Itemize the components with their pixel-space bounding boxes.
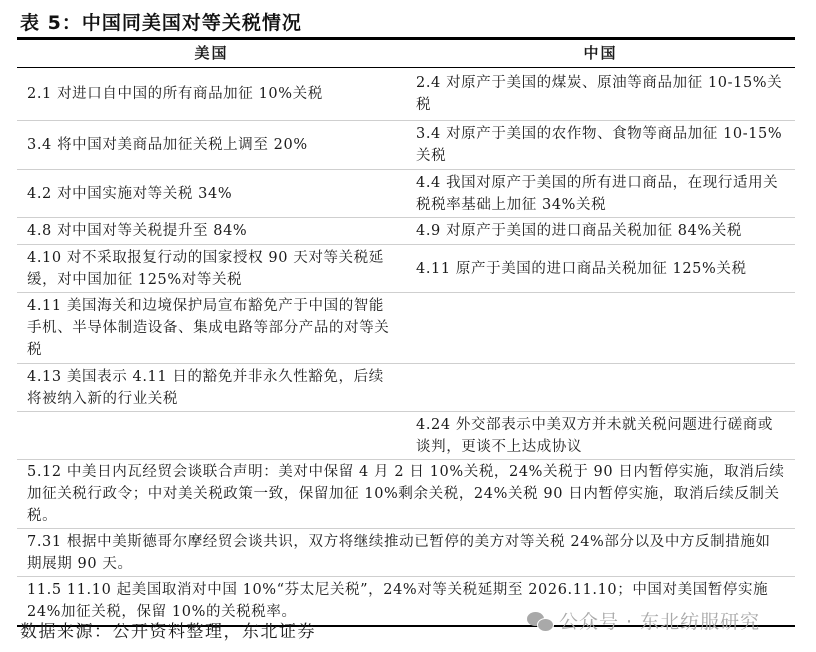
cell-us: 4.11 美国海关和边境保护局宣布豁免产于中国的智能手机、半导体制造设备、集成电路等部分产品的对等关税	[27, 298, 390, 358]
table-row	[17, 218, 795, 245]
cell-us: 4.13 美国表示 4.11 日的豁免并非永久性豁免，后续将被纳入新的行业关税	[27, 368, 384, 407]
cell-cn: 2.4 对原产于美国的煤炭、原油等商品加征 10-15%关税	[416, 75, 783, 113]
table-row-merged	[17, 529, 795, 577]
table-title: 表 5：中国同美国对等关税情况	[20, 12, 302, 34]
data-source: 数据来源：公开资料整理，东北证券	[20, 622, 316, 642]
table-row	[17, 412, 795, 460]
cell-us: 4.10 对不采取报复行动的国家授权 90 天对等关税延缓，对中国加征 125%对等关税	[27, 249, 384, 288]
table-row	[17, 364, 795, 412]
tariff-table	[17, 37, 795, 627]
cell-cn: 4.11 原产于美国的进口商品关税加征 125%关税	[416, 260, 747, 277]
cell-cn	[406, 364, 795, 411]
watermark-text: 公众号 · 东北纺服研究	[559, 611, 761, 633]
table-row	[17, 170, 795, 218]
cell-us	[17, 412, 406, 459]
table-row	[17, 245, 795, 293]
watermark	[527, 607, 760, 634]
cell-cn: 3.4 对原产于美国的农作物、食物等商品加征 10-15%关税	[416, 126, 783, 164]
cell-cn: 4.4 我国对原产于美国的所有进口商品，在现行适用关税税率基础上加征 34%关税	[416, 174, 779, 213]
table-row	[17, 68, 795, 121]
table-row-merged	[17, 460, 795, 529]
header-us: 美国	[194, 44, 229, 62]
cell-merged: 5.12 中美日内瓦经贸会谈联合声明：美对中保留 4 月 2 日 10%关税，24%关税于 90 日内暂停实施，取消后续加征关税行政令；中对美关税政策一致，保留加征 10%剩余关税，24%关税 90 日内暂停实施，取消后续反制关税。	[27, 464, 785, 524]
cell-us: 4.8 对中国对等关税提升至 84%	[27, 223, 248, 239]
table-row	[17, 121, 795, 170]
cell-us: 2.1 对进口自中国的所有商品加征 10%关税	[27, 86, 323, 102]
cell-cn: 4.24 外交部表示中美双方并未就关税问题进行磋商或谈判，更谈不上达成协议	[416, 416, 773, 455]
cell-us: 4.2 对中国实施对等关税 34%	[27, 185, 233, 202]
table-row	[17, 293, 795, 364]
header-cn: 中国	[583, 44, 618, 62]
wechat-icon	[527, 610, 553, 632]
cell-cn	[406, 293, 795, 363]
table-header	[17, 40, 795, 68]
cell-merged: 11.5 11.10 起美国取消对中国 10%“芬太尼关税”，24%对等关税延期至 2026.11.10；中国对美国暂停实施 24%加征关税，保留 10%的关税税率。	[27, 582, 769, 620]
cell-cn: 4.9 对原产于美国的进口商品关税加征 84%关税	[416, 223, 743, 239]
cell-us: 3.4 将中国对美商品加征关税上调至 20%	[27, 137, 308, 153]
cell-merged: 7.31 根据中美斯德哥尔摩经贸会谈共识，双方将继续推动已暂停的美方对等关税 24%部分以及中方反制措施如期展期 90 天。	[27, 533, 771, 572]
